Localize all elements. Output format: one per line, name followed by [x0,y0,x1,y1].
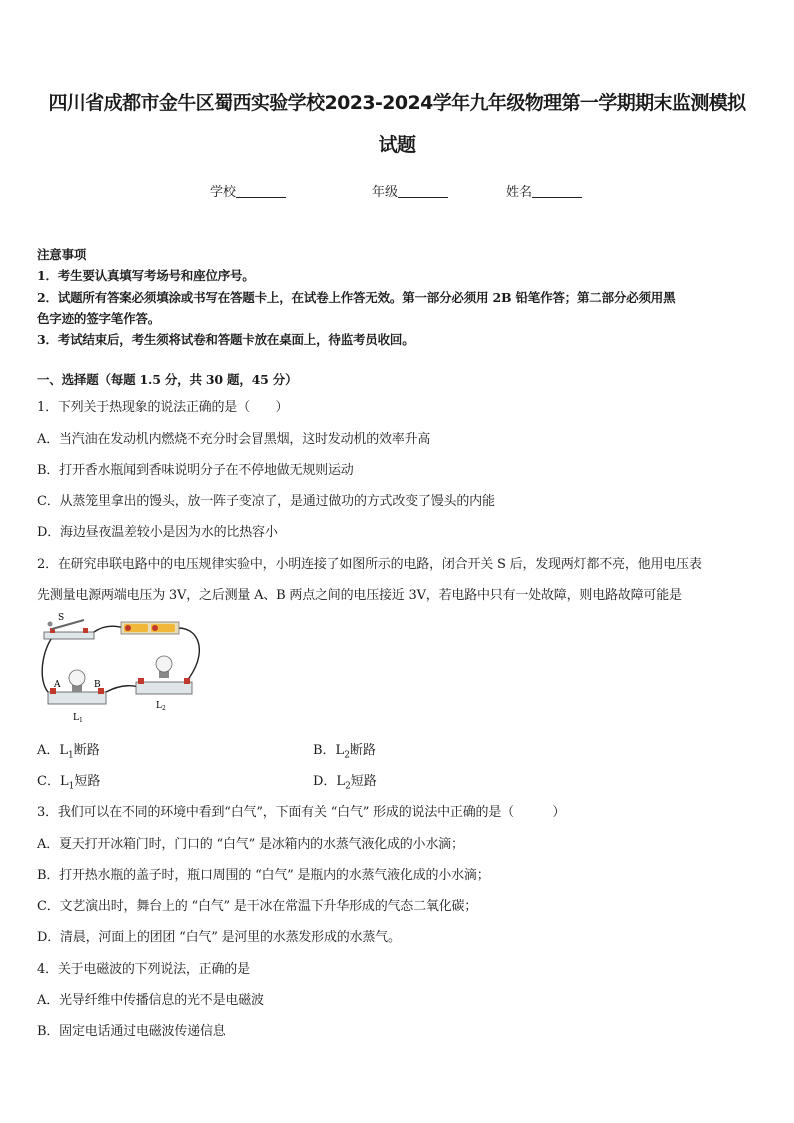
lamp-l1-label: $L_1$ [73,713,83,724]
q1-stem: 1．下列关于热现象的说法正确的是（ ） [37,400,289,415]
school-label: 学校 [210,185,237,200]
q2-option-d[interactable]: D．$L_2$短路 [313,774,377,792]
school-field[interactable] [210,181,286,200]
page-title: 四川省成都市金牛区蜀西实验学校2023-2024学年九年级物理第一学期期末监测模拟 [48,92,746,114]
wire [94,626,124,632]
grade-field[interactable] [372,181,448,200]
notice-item: 色字迹的签字笔作答。 [37,311,161,326]
q4-option-b[interactable]: B．固定电话通过电磁波传递信息 [37,1024,226,1039]
q3-option-a[interactable]: A．夏天打开冰箱门时，门口的 “白气” 是冰箱内的水蒸气液化成的小水滴； [37,837,464,852]
q3-stem: 3．我们可以在不同的环境中看到“白气”，下面有关 “白气” 形成的说法中正确的是（ ） [37,805,566,820]
wire [178,628,199,682]
notice-heading: 注意事项 [37,247,87,262]
q4-stem: 4．关于电磁波的下列说法，正确的是 [37,962,250,977]
school-blank[interactable] [236,184,286,198]
q1-option-b[interactable]: B．打开香水瓶闻到香味说明分子在不停地做无规则运动 [37,463,354,478]
section-heading: 一、选择题（每题 1.5 分，共 30 题，45 分） [37,372,298,387]
q3-option-b[interactable]: B．打开热水瓶的盖子时，瓶口周围的 “白气” 是瓶内的水蒸气液化成的小水滴； [37,868,490,883]
q2-option-b[interactable]: B．$L_2$断路 [313,743,376,761]
q4-option-a[interactable]: A．光导纤维中传播信息的光不是电磁波 [37,993,264,1008]
q2-stem: 2．在研究串联电路中的电压规律实验中，小明连接了如图所示的电路，闭合开关 S 后，发现两灯都不亮，他用电压表 [37,557,702,572]
name-label: 姓名 [506,185,533,200]
notice-item: 1．考生要认真填写考场号和座位序号。 [37,268,255,283]
switch-icon [44,620,94,639]
q2-option-a[interactable]: A．$L_1$断路 [37,743,100,761]
battery-icon [121,622,179,634]
q2-stem-continued: 先测量电源两端电压为 3V，之后测量 A、B 两点之间的电压接近 3V，若电路中只有一处故障，则电路故障可能是 [37,588,682,603]
name-blank[interactable] [532,184,582,198]
q1-option-d[interactable]: D．海边昼夜温差较小是因为水的比热容小 [37,525,278,540]
name-field[interactable] [506,181,582,200]
lamp-l2-icon [136,656,192,694]
grade-label: 年级 [372,185,399,200]
q3-option-d[interactable]: D．清晨，河面上的团团 “白气” 是河里的水蒸发形成的水蒸气。 [37,930,401,945]
notice-item: 2．试题所有答案必须填涂或书写在答题卡上，在试卷上作答无效。第一部分必须用 2B 铅笔作答；第二部分必须用黑 [37,290,676,305]
q2-option-c[interactable]: C．$L_1$短路 [37,774,101,792]
point-a-label: A [54,680,61,690]
notice-item: 3．考试结束后，考生须将试卷和答题卡放在桌面上，待监考员收回。 [37,332,415,347]
page-title-continued: 试题 [378,134,416,156]
q1-option-c[interactable]: C．从蒸笼里拿出的馒头，放一阵子变凉了，是通过做功的方式改变了馒头的内能 [37,494,495,509]
grade-blank[interactable] [398,184,448,198]
point-b-label: B [94,680,101,690]
q1-option-a[interactable]: A．当汽油在发动机内燃烧不充分时会冒黑烟，这时发动机的效率升高 [37,432,431,447]
q3-option-c[interactable]: C．文艺演出时，舞台上的 “白气” 是干冰在常温下升华形成的气态二氧化碳； [37,899,478,914]
lamp-l2-label: $L_2$ [156,701,166,712]
circuit-diagram [36,610,212,725]
switch-label: S [58,613,65,623]
